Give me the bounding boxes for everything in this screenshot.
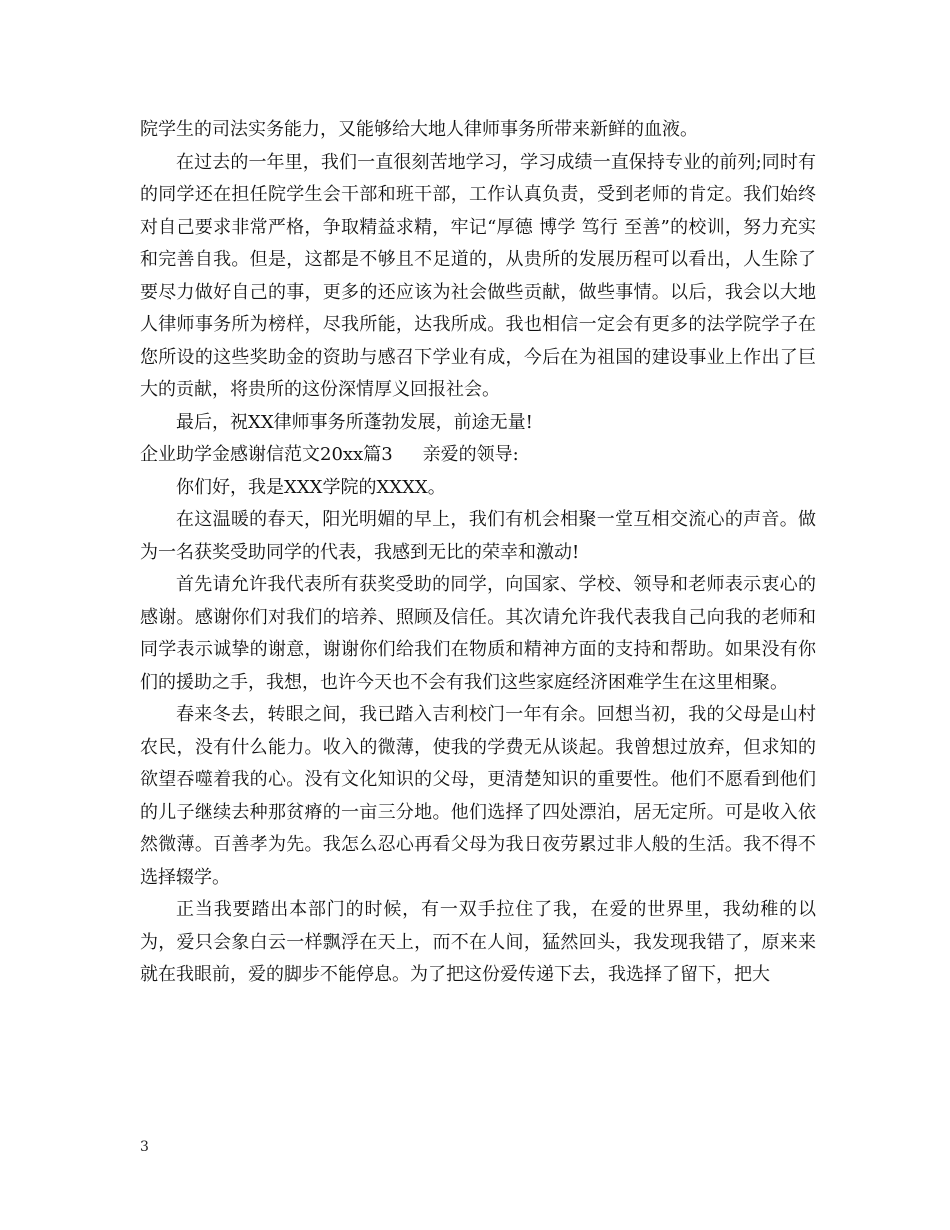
letter-heading: [140, 439, 816, 472]
letter-salutation: 亲爱的领导:: [422, 444, 519, 465]
paragraph-continuation: 院学生的司法实务能力，又能够给大地人律师事务所带来新鲜的血液。: [140, 119, 698, 140]
paragraph-thanks: 首先请允许我代表所有获奖受助的同学，向国家、学校、领导和老师表示衷心的感谢。感谢你们对我们的培养、照顾及信任。其次请允许我代表我自己向我的老师和同学表示诚挚的谢意，谢谢你们给我们在物质和精神方面的支持和帮助。如果没有你们的援助之手，我想，也许今天也不会有我们这些家庭经济困难学生在这里相聚。: [140, 574, 816, 693]
paragraph-family-background: 春来冬去，转眼之间，我已踏入吉利校门一年有余。回想当初，我的父母是山村农民，没有什么能力。收入的微薄，使我的学费无从谈起。我曾想过放弃，但求知的欲望吞噬着我的心。没有文化知识的父母，更清楚知识的重要性。他们不愿看到他们的儿子继续去种那贫瘠的一亩三分地。他们选择了四处漂泊，居无定所。可是收入依然微薄。百善孝为先。我怎么忍心再看父母为我日夜劳累过非人般的生活。我不得不选择辍学。: [140, 704, 816, 888]
page-number: 3: [140, 1139, 149, 1155]
paragraph-closing-wish: 最后，祝XX律师事务所蓬勃发展，前途无量!: [176, 411, 533, 433]
letter-title: 企业助学金感谢信范文20xx篇3: [140, 444, 393, 465]
document-body: [140, 114, 816, 992]
paragraph-spring-gathering: 在这温暖的春天，阳光明媚的早上，我们有机会相聚一堂互相交流心的声音。做为一名获奖受助同学的代表，我感到无比的荣幸和激动!: [140, 509, 816, 563]
paragraph-study-record: 在过去的一年里，我们一直很刻苦地学习，学习成绩一直保持专业的前列;同时有的同学还在担任院学生会干部和班干部，工作认真负责，受到老师的肯定。我们始终对自己要求非常严格，争取精益求精，牢记“厚德 博学 笃行 至善”的校训，努力充实和完善自我。但是，这都是不够且不足道的，从贵所的发展历程可以看出，人生除了要尽力做好自己的事，更多的还应该为社会做些贡献，做些事情。以后，我会以大地人律师事务所为榜样，尽我所能，达我所成。我也相信一定会有更多的法学院学子在您所设的这些奖助金的资助与感召下学业有成，今后在为祖国的建设事业上作出了巨大的贡献，将贵所的这份深情厚义回报社会。: [140, 151, 816, 400]
paragraph-greeting: 你们好，我是XXX学院的XXXX。: [176, 476, 446, 498]
paragraph-turning-point: 正当我要踏出本部门的时候，有一双手拉住了我，在爱的世界里，我幼稚的以为，爱只会象白云一样飘浮在天上，而不在人间，猛然回头，我发现我错了，原来来就在我眼前，爱的脚步不能停息。为了把这份爱传递下去，我选择了留下，把大: [140, 899, 816, 985]
